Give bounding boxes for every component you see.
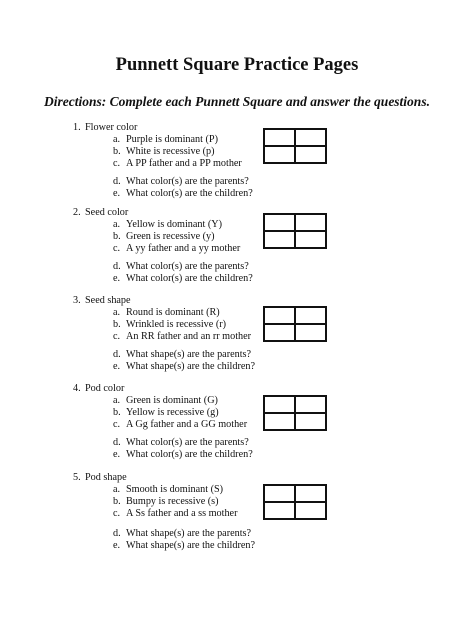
item-text: What color(s) are the parents? [126,261,249,272]
punnett-cell[interactable] [264,502,295,519]
item-text: What color(s) are the children? [126,273,253,284]
punnett-cell[interactable] [264,214,295,231]
question-number: 1. [73,122,81,133]
item-text: What color(s) are the children? [126,449,253,460]
item-text: Green is dominant (G) [126,395,218,406]
item-text: An RR father and an rr mother [126,331,252,342]
item-letter: d. [113,437,121,448]
item-letter: d. [113,261,121,272]
punnett-square[interactable] [263,213,327,249]
item-letter: b. [113,407,121,418]
item-letter: b. [113,146,121,157]
punnett-square[interactable] [263,484,327,520]
item-text: A PP father and a PP mother [126,158,242,169]
item-text: Purple is dominant (P) [126,134,218,145]
item-letter: a. [113,395,121,406]
punnett-square[interactable] [263,306,327,342]
punnett-square[interactable] [263,128,327,164]
item-letter: c. [113,158,121,169]
punnett-cell[interactable] [295,231,326,248]
item-letter: d. [113,349,121,360]
punnett-cell[interactable] [264,324,295,341]
question-topic: Pod shape [85,472,127,483]
punnett-cell[interactable] [295,146,326,163]
punnett-cell[interactable] [295,485,326,502]
item-text: Round is dominant (R) [126,307,220,318]
item-text: A Ss father and a ss mother [126,508,238,519]
item-text: A Gg father and a GG mother [126,419,248,430]
item-text: Bumpy is recessive (s) [126,496,219,507]
item-text: Green is recessive (y) [126,231,215,242]
question-topic: Flower color [85,122,138,133]
item-letter: e. [113,188,121,199]
punnett-cell[interactable] [264,129,295,146]
punnett-cell[interactable] [264,231,295,248]
item-letter: b. [113,496,121,507]
punnett-cell[interactable] [264,396,295,413]
question-number: 4. [73,383,81,394]
item-text: White is recessive (p) [126,146,215,157]
question-number: 3. [73,295,81,306]
item-text: What color(s) are the parents? [126,176,249,187]
punnett-cell[interactable] [295,307,326,324]
punnett-cell[interactable] [264,307,295,324]
item-letter: b. [113,231,121,242]
item-letter: e. [113,449,121,460]
item-letter: e. [113,540,121,551]
item-letter: b. [113,319,121,330]
question-topic: Seed color [85,207,129,218]
directions-text: Directions: Complete each Punnett Square and answer the questions. [44,94,430,109]
page-title: Punnett Square Practice Pages [115,55,359,75]
item-text: A yy father and a yy mother [126,243,241,254]
punnett-cell[interactable] [295,396,326,413]
item-letter: c. [113,243,121,254]
item-letter: c. [113,508,121,519]
punnett-cell[interactable] [295,324,326,341]
question-topic: Seed shape [85,295,131,306]
item-letter: a. [113,219,121,230]
item-text: Smooth is dominant (S) [126,484,224,495]
question-number: 5. [73,472,81,483]
item-text: Yellow is dominant (Y) [126,219,223,230]
item-letter: c. [113,331,121,342]
punnett-cell[interactable] [295,214,326,231]
punnett-cell[interactable] [264,413,295,430]
item-letter: e. [113,273,121,284]
item-letter: e. [113,361,121,372]
item-letter: d. [113,176,121,187]
item-letter: a. [113,134,121,145]
item-text: Wrinkled is recessive (r) [126,319,227,330]
punnett-square[interactable] [263,395,327,431]
question-topic: Pod color [85,383,125,394]
punnett-cell[interactable] [295,129,326,146]
item-text: What color(s) are the children? [126,188,253,199]
item-text: What shape(s) are the parents? [126,349,252,360]
item-text: What color(s) are the parents? [126,437,249,448]
punnett-cell[interactable] [264,146,295,163]
item-letter: a. [113,484,121,495]
punnett-cell[interactable] [295,502,326,519]
question-number: 2. [73,207,81,218]
item-text: Yellow is recessive (g) [126,407,219,418]
item-letter: c. [113,419,121,430]
item-text: What shape(s) are the parents? [126,528,252,539]
item-letter: d. [113,528,121,539]
punnett-cell[interactable] [264,485,295,502]
punnett-cell[interactable] [295,413,326,430]
item-text: What shape(s) are the children? [126,540,255,551]
item-letter: a. [113,307,121,318]
item-text: What shape(s) are the children? [126,361,255,372]
